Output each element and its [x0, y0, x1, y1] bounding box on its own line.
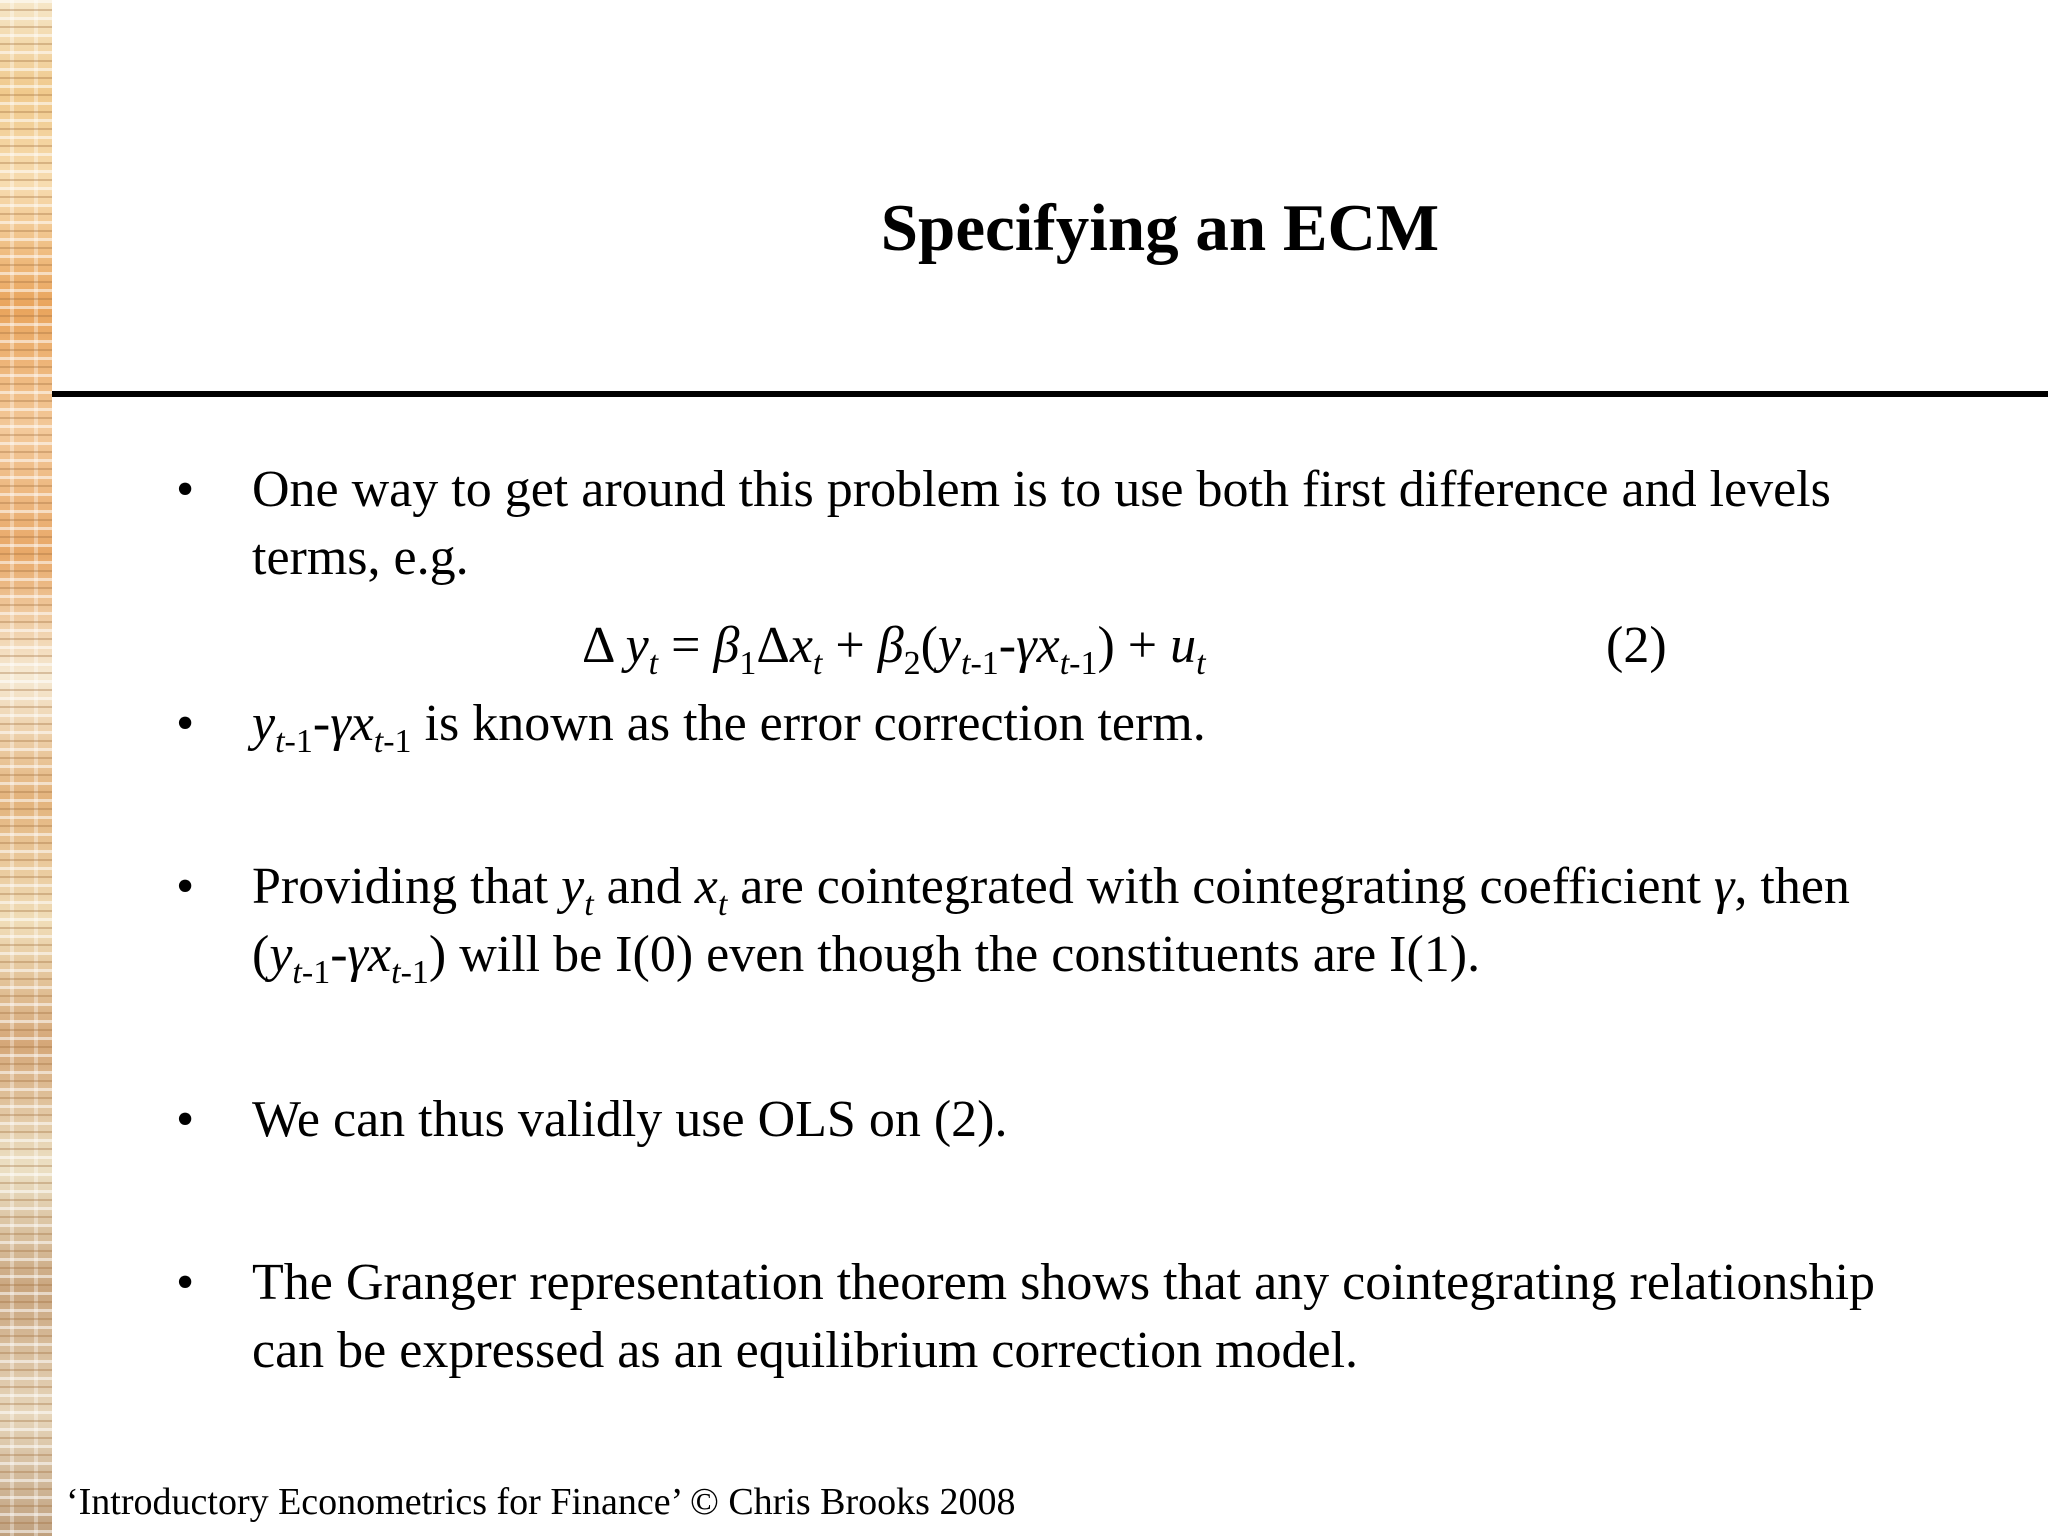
- bullet-text-5: The Granger representation theorem shows that any cointegrating relationship can be expressed as an equilibrium correction model.: [252, 1254, 1876, 1379]
- bullet-text-3-part-4: , then (: [252, 858, 1850, 983]
- bullet-text-2: $y_{t-1}-\gamma x_{t-1}$ is known as the error correction term.: [252, 695, 1206, 760]
- bullet-marker: •: [176, 461, 195, 518]
- bullet-text-1: One way to get around this problem is to use both first difference and levels terms, e.g.: [252, 461, 1831, 586]
- ecm-equation: Δ $y_t = \beta_1\Delta x_t + \beta_2(y_{t-1}-\gamma x_{t-1}) + u_t$: [582, 617, 1206, 682]
- title-divider: [52, 391, 2048, 397]
- bullet-marker: •: [176, 858, 195, 915]
- footer-copyright: ‘Introductory Econometrics for Finance’ © Chris Brooks 2008: [66, 1481, 1016, 1523]
- bullet-text-3-part-1: Providing that: [252, 858, 562, 915]
- bullet-marker: •: [176, 1091, 195, 1148]
- bullet-text-3: Providing that $y_t$ and $x_t$ are cointegrated with cointegrating coefficient γ, then $(y_{t-1}-\gamma x_{t-1})$ will be I(0) even though the constituents are I(1).: [252, 858, 1850, 991]
- bullet-text-3-part-2: and: [593, 858, 695, 915]
- bullet-text-2-suffix: is known as the error correction term.: [411, 695, 1206, 752]
- bullet-marker: •: [176, 1254, 195, 1311]
- bullet-marker: •: [176, 695, 195, 752]
- slide-title: Specifying an ECM: [880, 191, 1440, 265]
- bullet-text-3-part-3: are cointegrated with cointegrating coefficient: [727, 858, 1714, 915]
- equation-number: (2): [1606, 617, 1667, 674]
- decorative-side-strip: [0, 0, 52, 1536]
- bullet-text-3-part-5: ) will be I(0) even though the constituents are I(1).: [428, 926, 1481, 983]
- bullet-text-4: We can thus validly use OLS on (2).: [252, 1091, 1008, 1148]
